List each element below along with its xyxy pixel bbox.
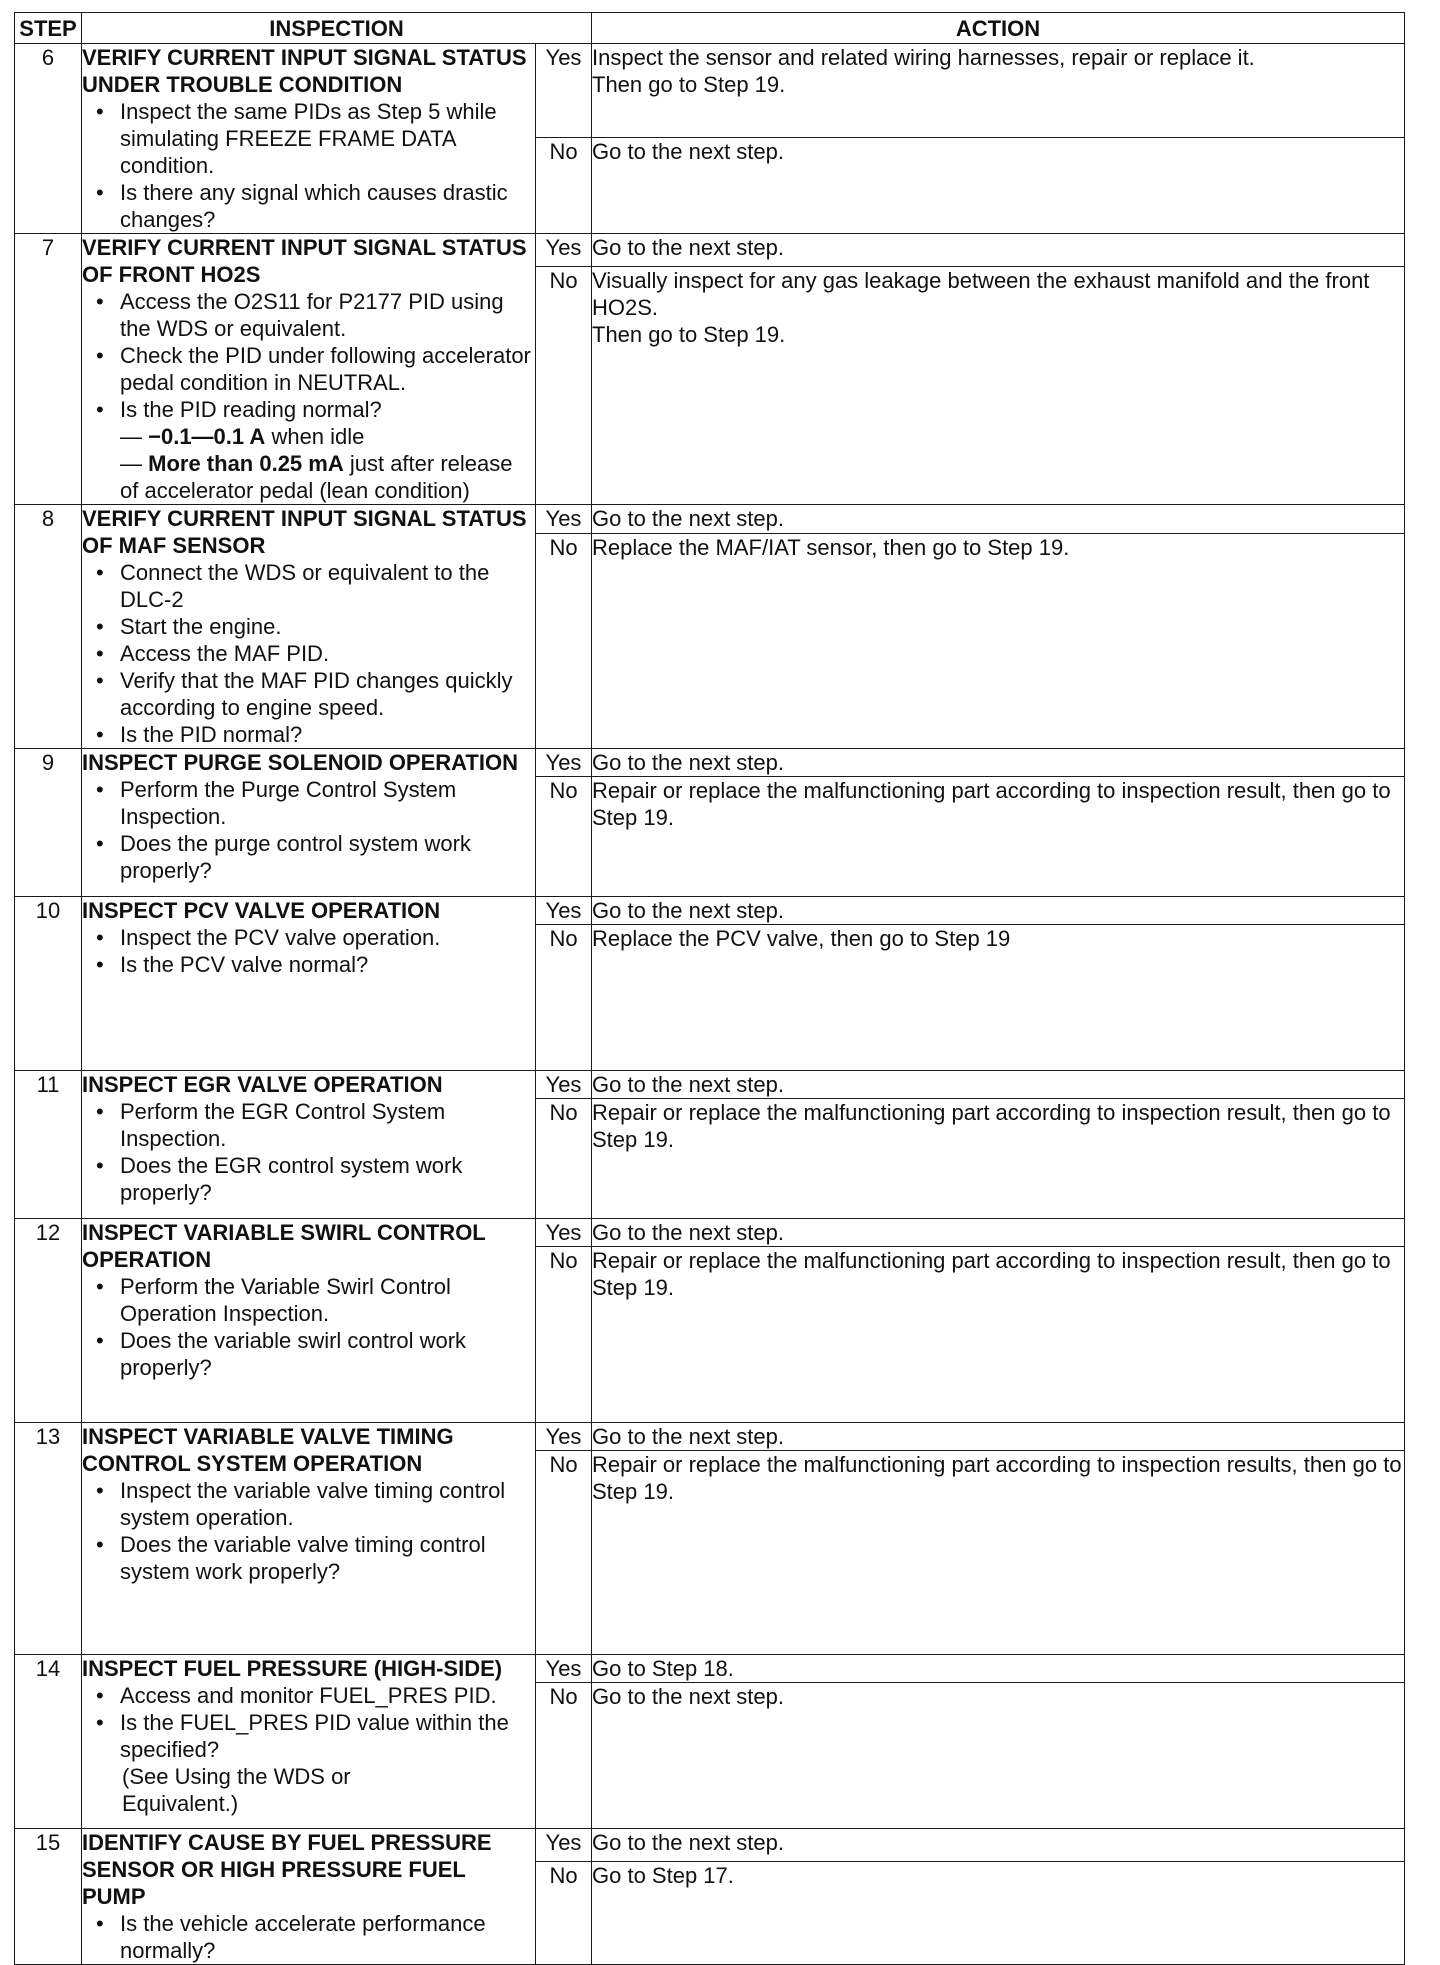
yes-action [592, 234, 1405, 267]
step-column-header: STEP [15, 13, 82, 44]
spec-condition: when idle [265, 424, 365, 449]
table-row [15, 897, 1405, 925]
table-row [15, 44, 1405, 138]
table-row [15, 1219, 1405, 1247]
inspection-bullet: • Does the variable valve timing control system work properly? [82, 1531, 535, 1585]
inspection-cell [82, 749, 536, 897]
action-text: Repair or replace the malfunctioning part according to inspection result, then go to Step 19. [592, 1100, 1391, 1152]
inspection-bullet: • Is the FUEL_PRES PID value within the specified? [82, 1709, 535, 1763]
inspection-bullet: • Does the EGR control system work properly? [82, 1152, 535, 1206]
inspection-bullet: • Does the variable swirl control work properly? [82, 1327, 535, 1381]
table-row [15, 505, 1405, 534]
no-label: No [536, 1099, 592, 1219]
inspection-bullet: • Connect the WDS or equivalent to the DLC-2 [82, 559, 535, 613]
inspection-title: INSPECT PURGE SOLENOID OPERATION [82, 750, 518, 775]
inspection-bullet: • Is the PID reading normal? [82, 396, 535, 423]
inspection-column-header: INSPECTION [82, 13, 592, 44]
yes-label: Yes [536, 1071, 592, 1099]
no-action [592, 534, 1405, 749]
no-action [592, 137, 1405, 233]
no-action [592, 1247, 1405, 1423]
diagnostic-procedure-table [14, 12, 1405, 1965]
action-text: Visually inspect for any gas leakage between the exhaust manifold and the front HO2S. [592, 267, 1370, 320]
inspection-bullet: • Is there any signal which causes drastic changes? [82, 179, 535, 233]
inspection-bullet-list [82, 1273, 535, 1381]
action-text: Go to the next step. [592, 1072, 785, 1097]
step-number: 12 [15, 1219, 82, 1423]
table-header-row [15, 13, 1405, 44]
inspection-bullet-list [82, 1910, 535, 1964]
inspection-bullet-list [82, 1682, 535, 1763]
inspection-bullet: • Check the PID under following accelerator pedal condition in NEUTRAL. [82, 342, 535, 396]
spec-dash: — [120, 424, 149, 449]
no-action [592, 777, 1405, 897]
spec-value: −0.1—0.1 A [148, 424, 266, 449]
yes-action [592, 749, 1405, 777]
action-text: Go to the next step. [592, 235, 785, 260]
inspection-title: INSPECT VARIABLE VALVE TIMING CONTROL SYSTEM OPERATION [82, 1424, 454, 1476]
action-text: Go to the next step. [592, 1220, 785, 1245]
no-label: No [536, 1683, 592, 1829]
inspection-title: INSPECT VARIABLE SWIRL CONTROL OPERATION [82, 1220, 486, 1272]
no-action [592, 1099, 1405, 1219]
table-body [15, 44, 1405, 1965]
action-text: Replace the MAF/IAT sensor, then go to Step 19. [592, 535, 1070, 561]
no-label: No [536, 1861, 592, 1964]
inspection-bullet-list [82, 776, 535, 884]
action-text: Repair or replace the malfunctioning part according to inspection result, then go to Step 19. [592, 1248, 1391, 1300]
yes-action [592, 1423, 1405, 1451]
step-number: 15 [15, 1829, 82, 1965]
yes-label: Yes [536, 1219, 592, 1247]
inspection-bullet: • Is the PID normal? [82, 721, 535, 748]
action-text: Go to the next step. [592, 506, 785, 531]
action-text: Go to the next step. [592, 138, 785, 164]
action-text: Inspect the sensor and related wiring harnesses, repair or replace it. [592, 45, 1255, 70]
procedure-page [14, 12, 1404, 1965]
spec-value-line [82, 450, 535, 504]
yes-action [592, 1655, 1405, 1683]
no-label: No [536, 534, 592, 749]
inspection-bullet: • Verify that the MAF PID changes quickly according to engine speed. [82, 667, 535, 721]
action-text: Go to the next step. [592, 1684, 785, 1709]
yes-action [592, 1071, 1405, 1099]
action-column-header: ACTION [592, 13, 1405, 44]
inspection-cell [82, 1655, 536, 1829]
inspection-bullet: • Inspect the variable valve timing control system operation. [82, 1477, 535, 1531]
step-number: 11 [15, 1071, 82, 1219]
inspection-bullet: • Is the PCV valve normal? [82, 951, 535, 978]
inspection-bullet: • Inspect the PCV valve operation. [82, 924, 535, 951]
inspection-bullet: • Is the vehicle accelerate performance normally? [82, 1910, 535, 1964]
inspection-bullet-list [82, 1098, 535, 1206]
inspection-bullet: • Perform the Variable Swirl Control Operation Inspection. [82, 1273, 535, 1327]
action-text: Then go to Step 19. [592, 72, 786, 97]
inspection-cell [82, 1219, 536, 1423]
inspection-bullet: • Perform the Purge Control System Inspection. [82, 776, 535, 830]
reference-note: Equivalent.) [122, 1791, 239, 1816]
yes-action [592, 1829, 1405, 1862]
no-action [592, 925, 1405, 1071]
inspection-title: VERIFY CURRENT INPUT SIGNAL STATUS OF MAF SENSOR [82, 506, 527, 558]
step-number: 6 [15, 44, 82, 234]
no-action [592, 1451, 1405, 1655]
yes-label: Yes [536, 44, 592, 138]
no-label: No [536, 266, 592, 504]
table-row [15, 1423, 1405, 1451]
table-row [15, 1655, 1405, 1683]
action-text: Replace the PCV valve, then go to Step 19 [592, 926, 1011, 951]
inspection-cell [82, 1423, 536, 1655]
inspection-title: INSPECT EGR VALVE OPERATION [82, 1072, 443, 1097]
inspection-bullet: • Access and monitor FUEL_PRES PID. [82, 1682, 535, 1709]
table-row [15, 234, 1405, 267]
table-row [15, 1829, 1405, 1862]
spec-dash: — [120, 451, 149, 476]
inspection-title: VERIFY CURRENT INPUT SIGNAL STATUS UNDER TROUBLE CONDITION [82, 45, 527, 97]
inspection-title: INSPECT FUEL PRESSURE (HIGH-SIDE) [82, 1656, 503, 1681]
no-label: No [536, 925, 592, 1071]
no-action [592, 266, 1405, 504]
inspection-cell [82, 1071, 536, 1219]
inspection-title: VERIFY CURRENT INPUT SIGNAL STATUS OF FRONT HO2S [82, 235, 527, 287]
action-text: Then go to Step 19. [592, 321, 786, 347]
yes-label: Yes [536, 1829, 592, 1862]
inspection-title: INSPECT PCV VALVE OPERATION [82, 898, 441, 923]
no-action [592, 1683, 1405, 1829]
inspection-bullet-list [82, 924, 535, 978]
step-number: 8 [15, 505, 82, 749]
inspection-bullet-list [82, 559, 535, 748]
action-text: Go to Step 17. [592, 1862, 734, 1888]
inspection-bullet: • Perform the EGR Control System Inspection. [82, 1098, 535, 1152]
action-text: Go to the next step. [592, 898, 785, 923]
inspection-bullet: • Inspect the same PIDs as Step 5 while simulating FREEZE FRAME DATA condition. [82, 98, 535, 179]
yes-label: Yes [536, 1655, 592, 1683]
reference-note: (See Using the WDS or [122, 1764, 351, 1789]
step-number: 10 [15, 897, 82, 1071]
inspection-bullet-list [82, 288, 535, 423]
action-text: Repair or replace the malfunctioning part according to inspection result, then go to Step 19. [592, 778, 1391, 830]
inspection-bullet: • Does the purge control system work properly? [82, 830, 535, 884]
spec-value: More than 0.25 mA [148, 451, 344, 476]
no-label: No [536, 1451, 592, 1655]
inspection-bullet: • Access the MAF PID. [82, 640, 535, 667]
inspection-bullet: • Access the O2S11 for P2177 PID using the WDS or equivalent. [82, 288, 535, 342]
step-number: 13 [15, 1423, 82, 1655]
inspection-bullet-list [82, 98, 535, 233]
yes-action [592, 1219, 1405, 1247]
table-row [15, 749, 1405, 777]
no-label: No [536, 1247, 592, 1423]
spec-condition: just after release of accelerator pedal (lean condition) [120, 451, 513, 503]
yes-label: Yes [536, 897, 592, 925]
spec-value-line [82, 423, 535, 450]
action-text: Repair or replace the malfunctioning part according to inspection results, then go to Step 19. [592, 1452, 1402, 1504]
yes-label: Yes [536, 749, 592, 777]
inspection-title: IDENTIFY CAUSE BY FUEL PRESSURE SENSOR OR HIGH PRESSURE FUEL PUMP [82, 1830, 492, 1909]
yes-action [592, 897, 1405, 925]
inspection-cell [82, 44, 536, 234]
yes-label: Yes [536, 1423, 592, 1451]
inspection-cell [82, 897, 536, 1071]
inspection-cell [82, 1829, 536, 1965]
yes-label: Yes [536, 505, 592, 534]
step-number: 9 [15, 749, 82, 897]
no-label: No [536, 777, 592, 897]
action-text: Go to the next step. [592, 1830, 785, 1855]
inspection-bullet: • Start the engine. [82, 613, 535, 640]
action-text: Go to the next step. [592, 1424, 785, 1449]
step-number: 7 [15, 234, 82, 505]
inspection-bullet-list [82, 1477, 535, 1585]
step-number: 14 [15, 1655, 82, 1829]
no-action [592, 1861, 1405, 1964]
action-text: Go to Step 18. [592, 1656, 734, 1681]
no-label: No [536, 137, 592, 233]
table-row [15, 1071, 1405, 1099]
yes-action [592, 44, 1405, 138]
yes-action [592, 505, 1405, 534]
action-text: Go to the next step. [592, 750, 785, 775]
yes-label: Yes [536, 234, 592, 267]
inspection-cell [82, 234, 536, 505]
inspection-cell [82, 505, 536, 749]
